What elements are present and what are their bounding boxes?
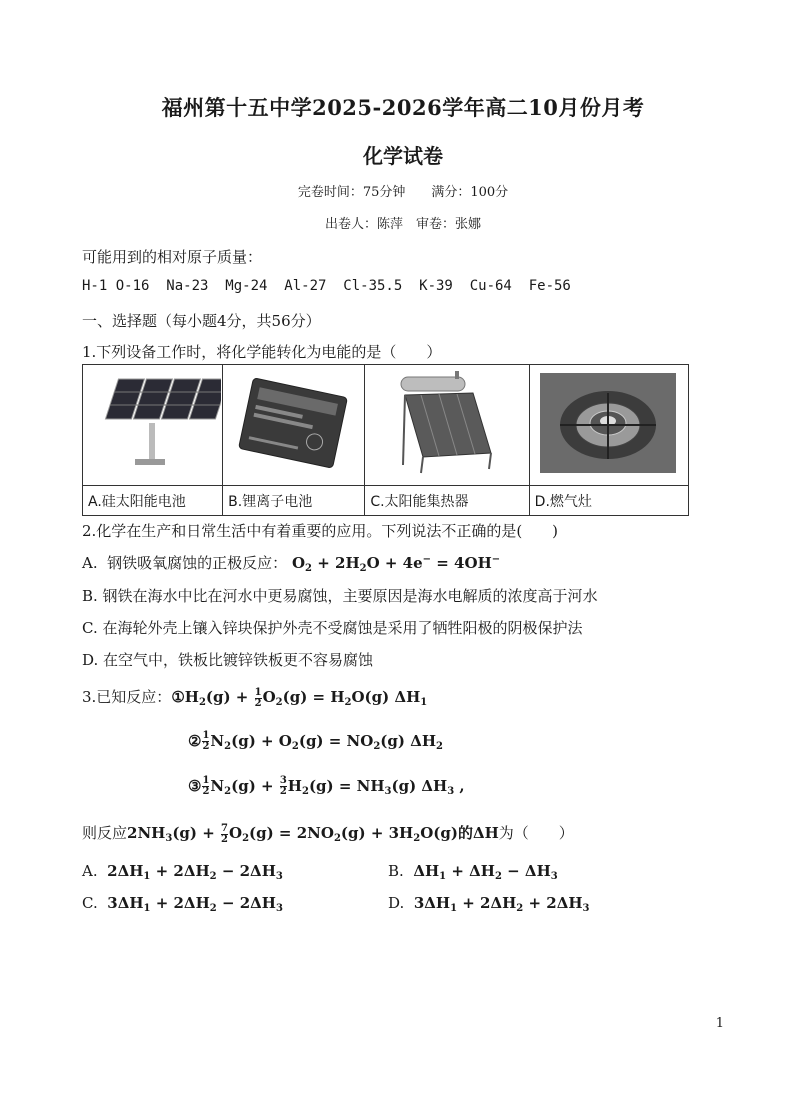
option-a-letter: A. [82, 554, 98, 572]
option-d-label: D.燃气灶 [529, 486, 688, 516]
exam-subtitle: 化学试卷 [363, 144, 443, 168]
reaction-2-equation: ② $\frac{1}{2}$ $N_2(g) + O_2(g) = NO_2(g)$ $\Delta H_2$ [188, 730, 443, 752]
option-a-expr: $2\Delta H_1 + 2\Delta H_2 - 2\Delta H_3$ [107, 862, 283, 882]
option-a-letter: A. [82, 862, 98, 880]
battery-icon [223, 365, 363, 481]
question-3-ask [82, 822, 574, 845]
exam-title: 福州第十五中学2025-2026学年高二10月份月考 [161, 95, 645, 120]
question-3-option-d [388, 894, 590, 914]
reaction-1-equation: $①H_2(g)$ + $\frac{1}{2}$ $O_2(g) = H_2O(g)$ $\Delta H_1$ [171, 686, 428, 709]
ask-suffix: 为（ ） [498, 824, 574, 842]
question-3-reaction-3 [188, 776, 465, 797]
question-2-option-b: B. 钢铁在海水中比在河水中更易腐蚀，主要原因是海水电解质的浓度高于河水 [82, 587, 598, 605]
cathode-equation: $O_2 + 2H_2O + 4e^- = 4OH^-$ [291, 554, 501, 574]
exam-authors: 出卷人：陈萍 审卷：张娜 [324, 217, 481, 232]
question-1-options-table [82, 364, 689, 516]
question-2-option-d: D. 在空气中，铁板比镀锌铁板更不容易腐蚀 [82, 651, 374, 669]
reaction-3-equation: ③ $\frac{1}{2}$ $N_2(g)$ + $\frac{3}{2}$ $H_2(g) = NH_3(g)$ $\Delta H_3$ , [188, 775, 465, 797]
option-d-expr: $3\Delta H_1 + 2\Delta H_2 + 2\Delta H_3$ [413, 894, 590, 914]
solar-heater-image [365, 365, 529, 486]
solar-panel-icon [83, 365, 221, 481]
ask-prefix: 则反应 [82, 824, 128, 842]
question-3-option-b [388, 862, 558, 882]
option-a-label: A.硅太阳能电池 [83, 486, 223, 516]
option-b-expr: $\Delta H_1 + \Delta H_2 - \Delta H_3$ [413, 862, 558, 882]
question-3-stem: 3.已知反应： [82, 688, 172, 706]
question-3-option-a [82, 862, 283, 882]
battery-image [223, 365, 365, 486]
gas-stove-image [529, 365, 688, 486]
gas-stove-icon [530, 365, 687, 481]
atomic-mass-heading: 可能用到的相对原子质量： [82, 248, 263, 266]
question-2-option-c: C. 在海轮外壳上镶入锌块保护外壳不受腐蚀是采用了牺牲阳极的阴极保护法 [82, 619, 583, 637]
option-c-expr: $3\Delta H_1 + 2\Delta H_2 - 2\Delta H_3$ [107, 894, 283, 914]
question-3-reaction-1 [82, 686, 427, 709]
question-3-reaction-2 [188, 731, 443, 752]
question-1-stem: 1.下列设备工作时，将化学能转化为电能的是（ ） [82, 343, 442, 361]
question-2-stem: 2.化学在生产和日常生活中有着重要的应用。下列说法不正确的是( ) [82, 522, 559, 540]
option-c-label: C.太阳能集热器 [365, 486, 529, 516]
page-number: 1 [715, 1016, 724, 1031]
section-heading: 一、选择题（每小题4分，共56分） [82, 312, 321, 330]
option-b-letter: B. [388, 862, 404, 880]
option-d-letter: D. [388, 894, 405, 912]
target-reaction: $2NH_3(g)$ + $\frac{7}{2}$ $O_2(g) = 2NO_2(g) + 3H_2O(g)$的ΔH [127, 822, 499, 845]
atomic-mass-values: H-1 O-16 Na-23 Mg-24 Al-27 Cl-35.5 K-39 Cu-64 Fe-56 [82, 278, 571, 294]
question-2-option-a [82, 552, 500, 574]
exam-time-info: 完卷时间：75分钟 满分：100分 [297, 185, 509, 200]
solar-heater-icon [365, 365, 527, 481]
solar-panel-image [83, 365, 223, 486]
option-b-label: B.锂离子电池 [223, 486, 365, 516]
option-c-letter: C. [82, 894, 98, 912]
option-a-text: 钢铁吸氧腐蚀的正极反应： [107, 554, 288, 572]
question-3-option-c [82, 894, 283, 914]
